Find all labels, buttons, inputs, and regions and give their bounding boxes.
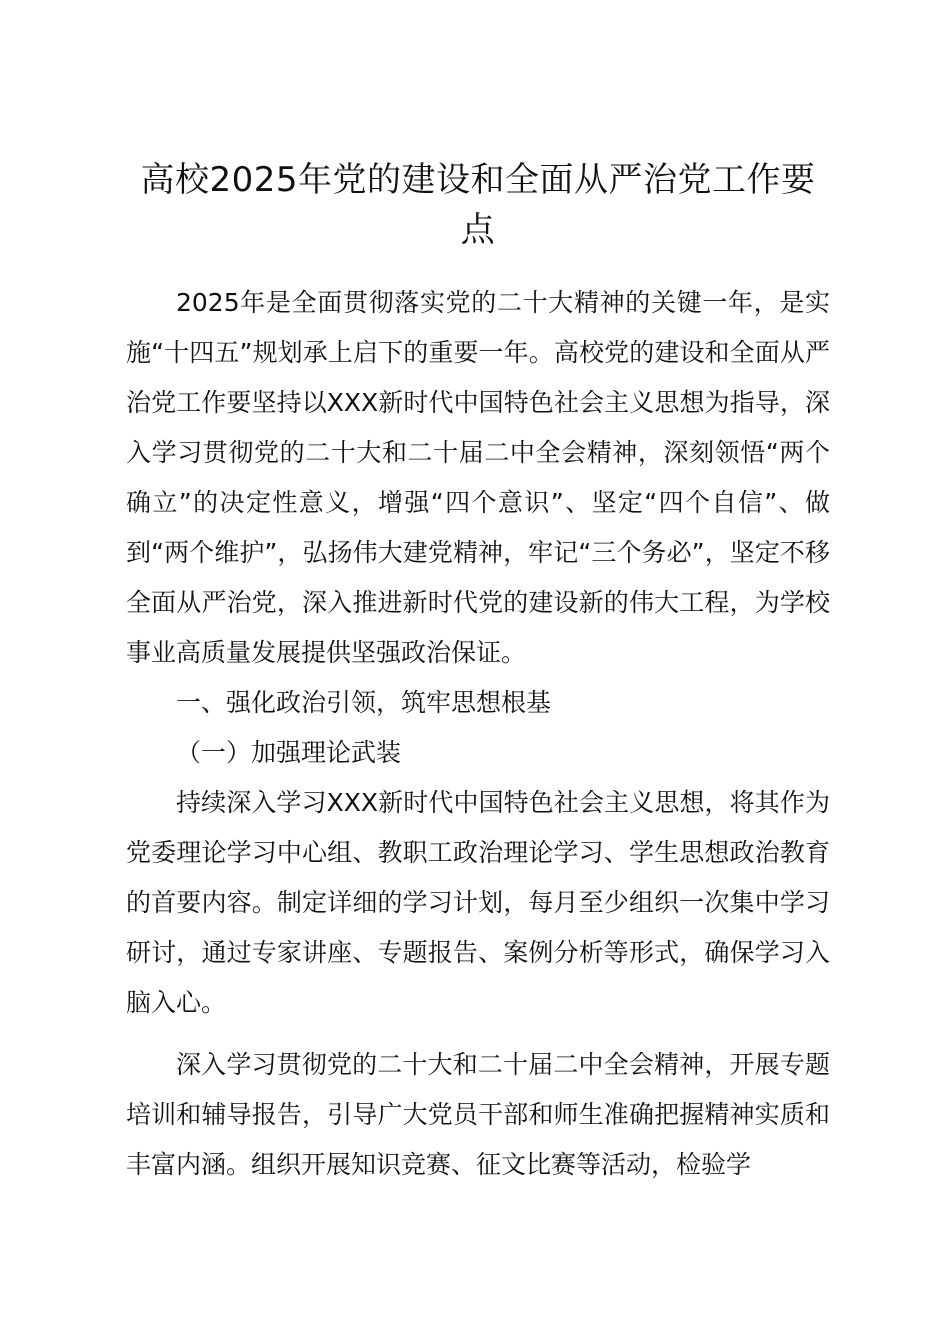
body-paragraph-1: 持续深入学习XXX新时代中国特色社会主义思想，将其作为党委理论学习中心组、教职工政治理论学习、学生思想政治教育的首要内容。制定详细的学习计划，每月至少组织一次集中学习研讨，通过专家讲座、专题报告、案例分析等形式，确保学习入脑入心。	[126, 788, 830, 1017]
subsection-heading-1: （一）加强理论武装	[176, 738, 402, 767]
intro-paragraph: 2025年是全面贯彻落实党的二十大精神的关键一年，是实施“十四五”规划承上启下的重要一年。高校党的建设和全面从严治党工作要坚持以XXX新时代中国特色社会主义思想为指导，深入学习贯彻党的二十大和二十届二中全会精神，深刻领悟“两个确立”的决定性意义，增强“四个意识”、坚定“四个自信”、做到“两个维护”，弘扬伟大建党精神，牢记“三个务必”，坚定不移全面从严治党，深入推进新时代党的建设新的伟大工程，为学校事业高质量发展提供坚强政治保证。	[126, 288, 830, 667]
document-title: 高校2025年党的建设和全面从严治党工作要点	[140, 160, 816, 250]
document-body	[126, 278, 830, 1190]
body-paragraph-2: 深入学习贯彻党的二十大和二十届二中全会精神，开展专题培训和辅导报告，引导广大党员干部和师生准确把握精神实质和丰富内涵。组织开展知识竞赛、征文比赛等活动，检验学	[126, 1050, 830, 1179]
paragraph-gap	[126, 1028, 830, 1040]
section-heading-1: 一、强化政治引领，筑牢思想根基	[176, 688, 552, 717]
